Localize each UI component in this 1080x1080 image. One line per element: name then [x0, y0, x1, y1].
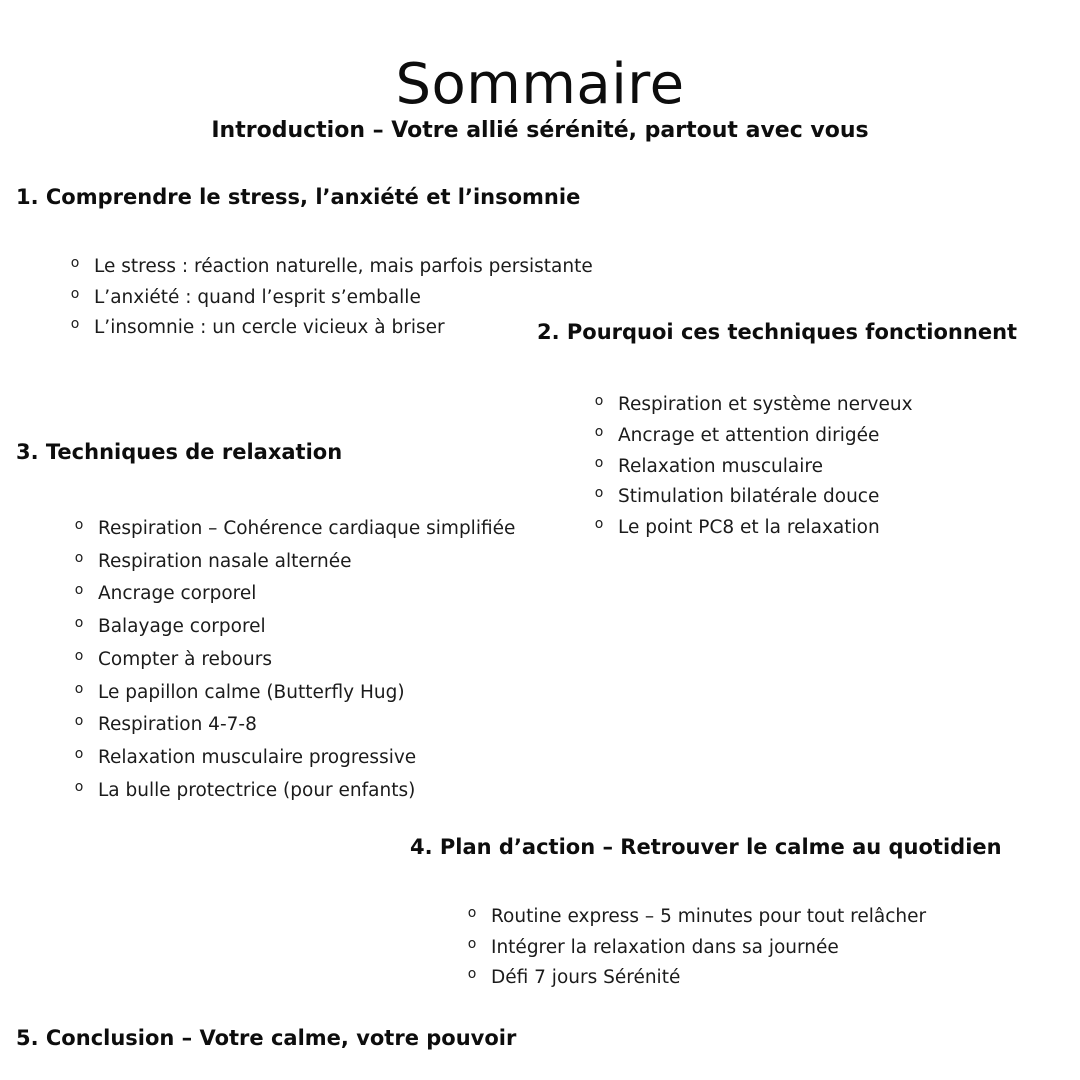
bullet-icon: o: [74, 713, 84, 730]
list-item: [74, 611, 515, 644]
section-heading-3: 3. Techniques de relaxation: [16, 440, 343, 464]
list-item: [594, 452, 913, 483]
list-item: [74, 546, 515, 579]
list-item-label: L’anxiété : quand l’esprit s’emballe: [94, 286, 421, 308]
list-item: [467, 902, 927, 933]
list-item-label: Respiration 4-7-8: [98, 714, 257, 736]
list-item-label: La bulle protectrice (pour enfants): [98, 779, 416, 801]
list-item-label: Balayage corporel: [98, 616, 266, 638]
list-item-label: L’insomnie : un cercle vicieux à briser: [94, 317, 445, 339]
document-subtitle: Introduction – Votre allié sérénité, partout avec vous: [211, 118, 869, 143]
list-item: [74, 709, 515, 742]
bullet-icon: o: [467, 966, 477, 983]
bullet-icon: o: [74, 549, 84, 566]
bullet-icon: o: [594, 454, 604, 471]
bullet-icon: o: [70, 285, 80, 302]
list-item: [594, 513, 913, 544]
list-item: [74, 578, 515, 611]
list-item: [74, 742, 515, 775]
bullet-icon: o: [70, 255, 80, 271]
list-item-label: Stimulation bilatérale douce: [618, 486, 880, 508]
list-item: [74, 513, 516, 546]
list-item: [74, 644, 515, 677]
bullet-icon: o: [74, 582, 84, 599]
bullet-icon: o: [467, 905, 477, 921]
section-list-3: [72, 513, 515, 808]
bullet-icon: o: [74, 517, 84, 533]
bullet-icon: o: [74, 615, 84, 632]
list-item-label: Le papillon calme (Butterfly Hug): [98, 681, 405, 703]
list-item: [594, 421, 913, 452]
bullet-icon: o: [74, 680, 84, 697]
list-item: [74, 775, 515, 808]
list-item-label: Routine express – 5 minutes pour tout relâcher: [491, 906, 927, 927]
section-heading-2: 2. Pourquoi ces techniques fonctionnent: [537, 320, 1018, 344]
list-item-label: Respiration et système nerveux: [618, 394, 913, 415]
list-item: [70, 252, 593, 283]
list-item-label: Le point PC8 et la relaxation: [618, 517, 880, 539]
section-list-1: [68, 252, 593, 344]
list-item: [594, 390, 913, 421]
section-heading-4: 4. Plan d’action – Retrouver le calme au quotidien: [410, 835, 1002, 859]
bullet-icon: o: [594, 485, 604, 502]
list-item: [467, 933, 926, 964]
list-item: [74, 677, 515, 710]
list-item-label: Ancrage corporel: [98, 583, 257, 605]
bullet-icon: o: [70, 316, 80, 333]
list-item-label: Défi 7 jours Sérénité: [491, 967, 681, 989]
list-item-label: Relaxation musculaire: [618, 455, 823, 477]
bullet-icon: o: [74, 746, 84, 763]
section-heading-5: 5. Conclusion – Votre calme, votre pouvoir: [16, 1026, 517, 1050]
bullet-icon: o: [594, 516, 604, 533]
bullet-icon: o: [74, 647, 84, 664]
bullet-icon: o: [74, 778, 84, 795]
list-item-label: Intégrer la relaxation dans sa journée: [491, 936, 839, 958]
list-item: [594, 482, 913, 513]
bullet-icon: o: [467, 935, 477, 952]
section-list-4: [465, 902, 926, 994]
list-item-label: Le stress : réaction naturelle, mais parfois persistante: [94, 256, 593, 277]
list-item-label: Respiration nasale alternée: [98, 550, 352, 572]
page-title: Sommaire: [395, 51, 685, 117]
list-item-label: Respiration – Cohérence cardiaque simplifiée: [98, 518, 516, 539]
list-item: [70, 313, 593, 344]
section-heading-1: 1. Comprendre le stress, l’anxiété et l’insomnie: [16, 185, 581, 209]
list-item: [70, 283, 593, 314]
list-item-label: Ancrage et attention dirigée: [618, 424, 880, 446]
section-list-2: [592, 390, 913, 544]
list-item: [467, 963, 926, 994]
list-item-label: Relaxation musculaire progressive: [98, 747, 417, 769]
bullet-icon: o: [594, 393, 604, 409]
list-item-label: Compter à rebours: [98, 648, 272, 670]
bullet-icon: o: [594, 423, 604, 440]
